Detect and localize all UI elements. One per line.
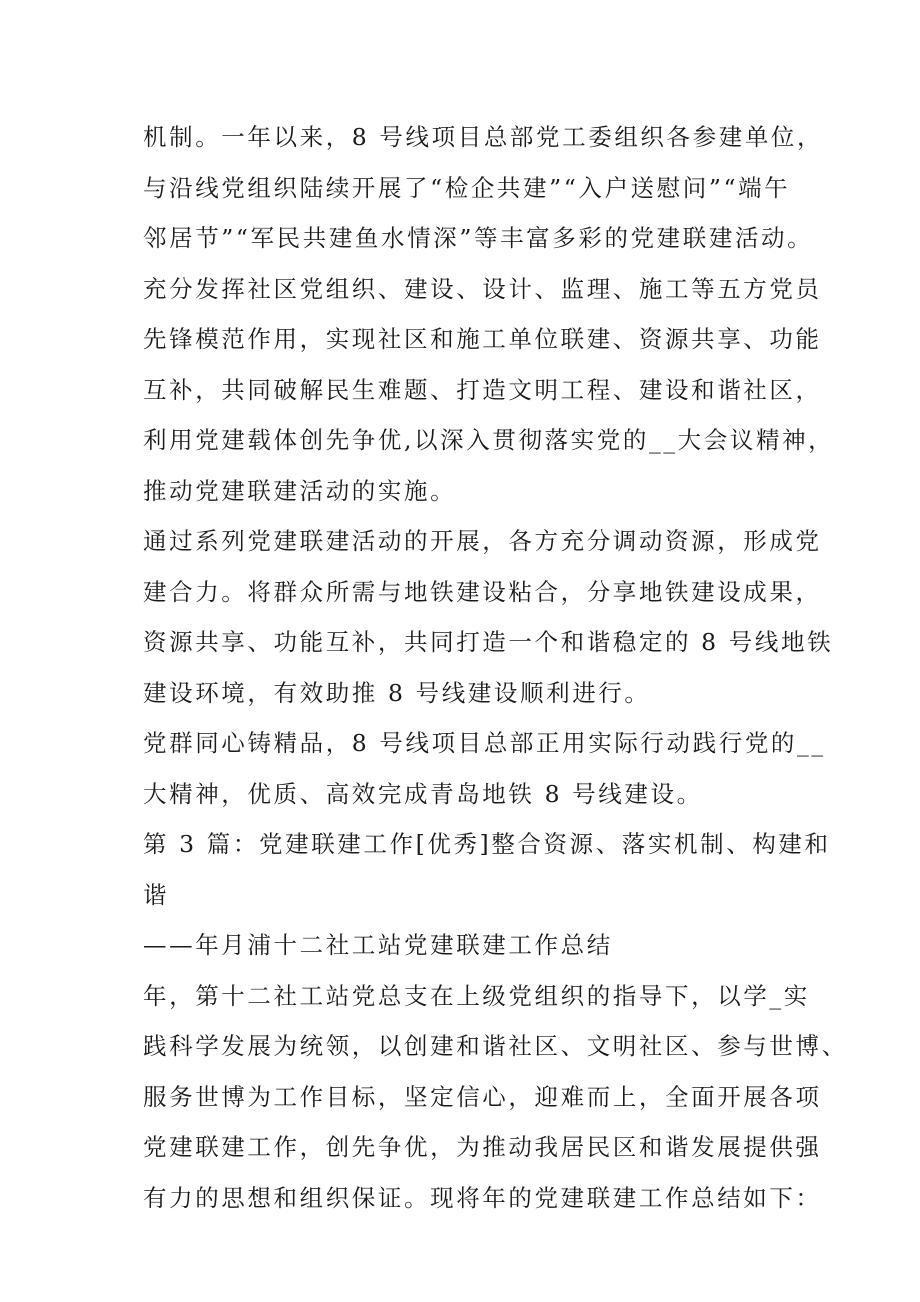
text-line: 建合力。将群众所需与地铁建设粘合，分享地铁建设成果， (143, 577, 822, 606)
text-line: 大精神，优质、高效完成青岛地铁 8 号线建设。 (143, 779, 703, 808)
text-line: 年，第十二社工站党总支在上级党组织的指导下，以学_实 (143, 981, 810, 1010)
text-line: 践科学发展为统领，以创建和谐社区、文明社区、参与世博、 (143, 1032, 848, 1060)
text-line: 与沿线党组织陆续开展了“检企共建”“入户送慰问”“端午 (143, 173, 791, 202)
section-subtitle: ——年月浦十二社工站党建联建工作总结 (143, 931, 613, 959)
text-line: 互补，共同破解民生难题、打造文明工程、建设和谐社区， (143, 375, 822, 404)
text-line: 资源共享、功能互补，共同打造一个和谐稳定的 8 号线地铁 (143, 628, 834, 656)
text-line: 机制。一年以来，8 号线项目总部党工委组织各参建单位， (143, 123, 824, 151)
section-heading-line: 第 3 篇：党建联建工作[优秀]整合资源、落实机制、构建和 (143, 830, 831, 858)
document-body (143, 112, 848, 1223)
text-line: 推动党建联建活动的实施。 (143, 476, 457, 505)
text-line: 建设环境，有效助推 8 号线建设顺利进行。 (143, 678, 651, 707)
text-line: 有力的思想和组织保证。现将年的党建联建工作总结如下： (143, 1183, 822, 1212)
text-line: 充分发挥社区党组织、建设、设计、监理、施工等五方党员 (143, 274, 822, 303)
text-line: 服务世博为工作目标，坚定信心，迎难而上，全面开展各项 (143, 1082, 822, 1111)
text-line: 邻居节”“军民共建鱼水情深”等丰富多彩的党建联建活动。 (143, 224, 814, 252)
text-line: 利用党建载体创先争优,以深入贯彻落实党的__大会议精神， (143, 426, 835, 454)
text-line: 党建联建工作，创先争优，为推动我居民区和谐发展提供强 (143, 1133, 822, 1161)
section-heading-line: 谐 (143, 880, 170, 909)
text-line: 党群同心铸精品，8 号线项目总部正用实际行动践行党的__ (143, 729, 826, 757)
text-line: 通过系列党建联建活动的开展，各方充分调动资源，形成党 (143, 527, 822, 555)
text-line: 先锋模范作用，实现社区和施工单位联建、资源共享、功能 (143, 325, 822, 353)
